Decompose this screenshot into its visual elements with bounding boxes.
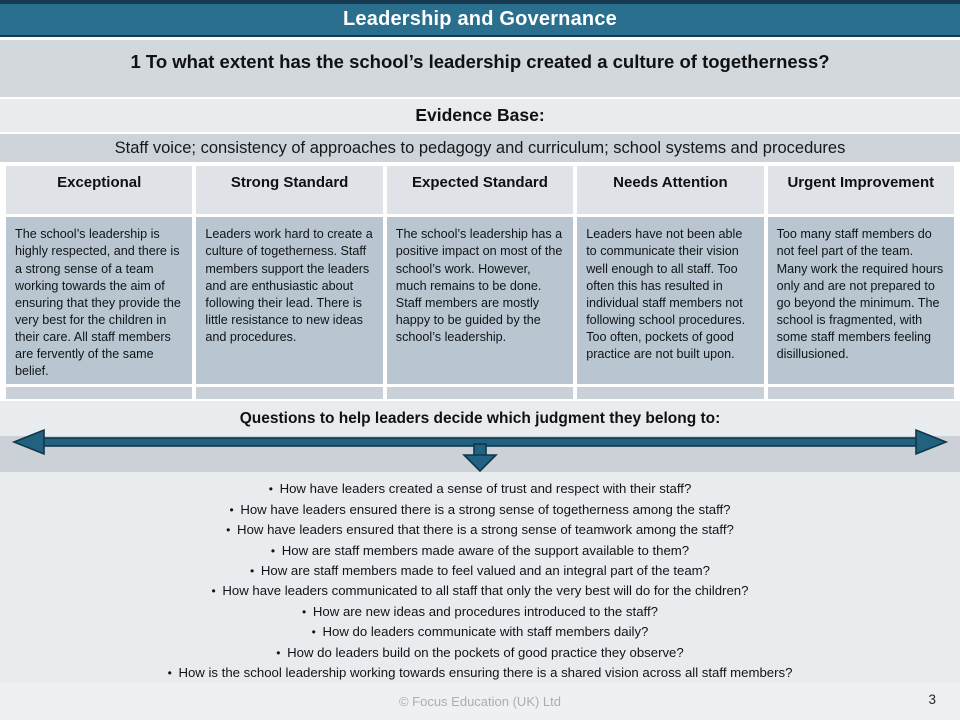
question-item: • How do leaders communicate with staff members daily? (10, 622, 950, 642)
column-header-expected-standard: Expected Standard (387, 166, 573, 214)
footer (0, 683, 960, 720)
table-body-row (6, 217, 954, 384)
table-empty-row (6, 384, 954, 399)
copyright-text: © Focus Education (UK) Ltd (398, 694, 562, 710)
empty-cell (196, 387, 382, 399)
page-header (0, 0, 960, 37)
question-item: • How is the school leadership working towards ensuring there is a shared vision across all staff members? (10, 663, 950, 683)
cell-exceptional: The school’s leadership is highly respected, and there is a strong sense of a team working towards the aim of ensuring that they provide the very best for the children in their care. All staff members are fervently of the same belief. (6, 217, 192, 384)
question-item: • How are new ideas and procedures introduced to the staff? (10, 602, 950, 622)
evidence-base-text: Staff voice; consistency of approaches to pedagogy and curriculum; school systems and procedures (0, 134, 960, 164)
cell-expected-standard: The school’s leadership has a positive impact on most of the school’s work. However, much remains to be done. Staff members are mostly happy to be guided by the school’s leadership. (387, 217, 573, 384)
column-header-exceptional: Exceptional (6, 166, 192, 214)
empty-cell (387, 387, 573, 399)
column-header-needs-attention: Needs Attention (577, 166, 763, 214)
double-headed-arrow-icon (0, 424, 960, 474)
page-number: 3 (928, 692, 936, 708)
judgment-spectrum-arrow-zone (0, 436, 960, 473)
main-question-banner: 1 To what extent has the school’s leadership created a culture of togetherness? (0, 40, 960, 99)
cell-urgent-improvement: Too many staff members do not feel part of the team. Many work the required hours only and are not prepared to go beyond the minimum. The school is fragmented, with some staff members feeling disillusioned. (768, 217, 954, 384)
question-item: • How are staff members made to feel valued and an integral part of the team? (10, 561, 950, 581)
empty-cell (768, 387, 954, 399)
evidence-base-label: Evidence Base: (0, 99, 960, 135)
column-header-strong-standard: Strong Standard (196, 166, 382, 214)
questions-section-title: Questions to help leaders decide which judgment they belong to: (0, 401, 960, 436)
questions-list (0, 472, 960, 683)
table-header-row (6, 166, 954, 214)
question-item: • How have leaders created a sense of trust and respect with their staff? (10, 479, 950, 499)
cell-strong-standard: Leaders work hard to create a culture of togetherness. Staff members support the leaders and are enthusiastic about following their lead. There is little resistance to new ideas and procedures. (196, 217, 382, 384)
question-item: • How do leaders build on the pockets of good practice they observe? (10, 643, 950, 663)
cell-needs-attention: Leaders have not been able to communicate their vision well enough to all staff. Too often this has resulted in individual staff members not following school procedures. Too often, pockets of good practice are not built upon. (577, 217, 763, 384)
empty-cell (577, 387, 763, 399)
column-header-urgent-improvement: Urgent Improvement (768, 166, 954, 214)
question-item: • How have leaders ensured that there is a strong sense of teamwork among the staff? (10, 520, 950, 540)
page-title: Leadership and Governance (343, 7, 617, 30)
question-item: • How have leaders communicated to all staff that only the very best will do for the children? (10, 581, 950, 601)
judgement-table (0, 164, 960, 399)
question-item: • How are staff members made aware of the support available to them? (10, 541, 950, 561)
question-item: • How have leaders ensured there is a strong sense of togetherness among the staff? (10, 500, 950, 520)
empty-cell (6, 387, 192, 399)
